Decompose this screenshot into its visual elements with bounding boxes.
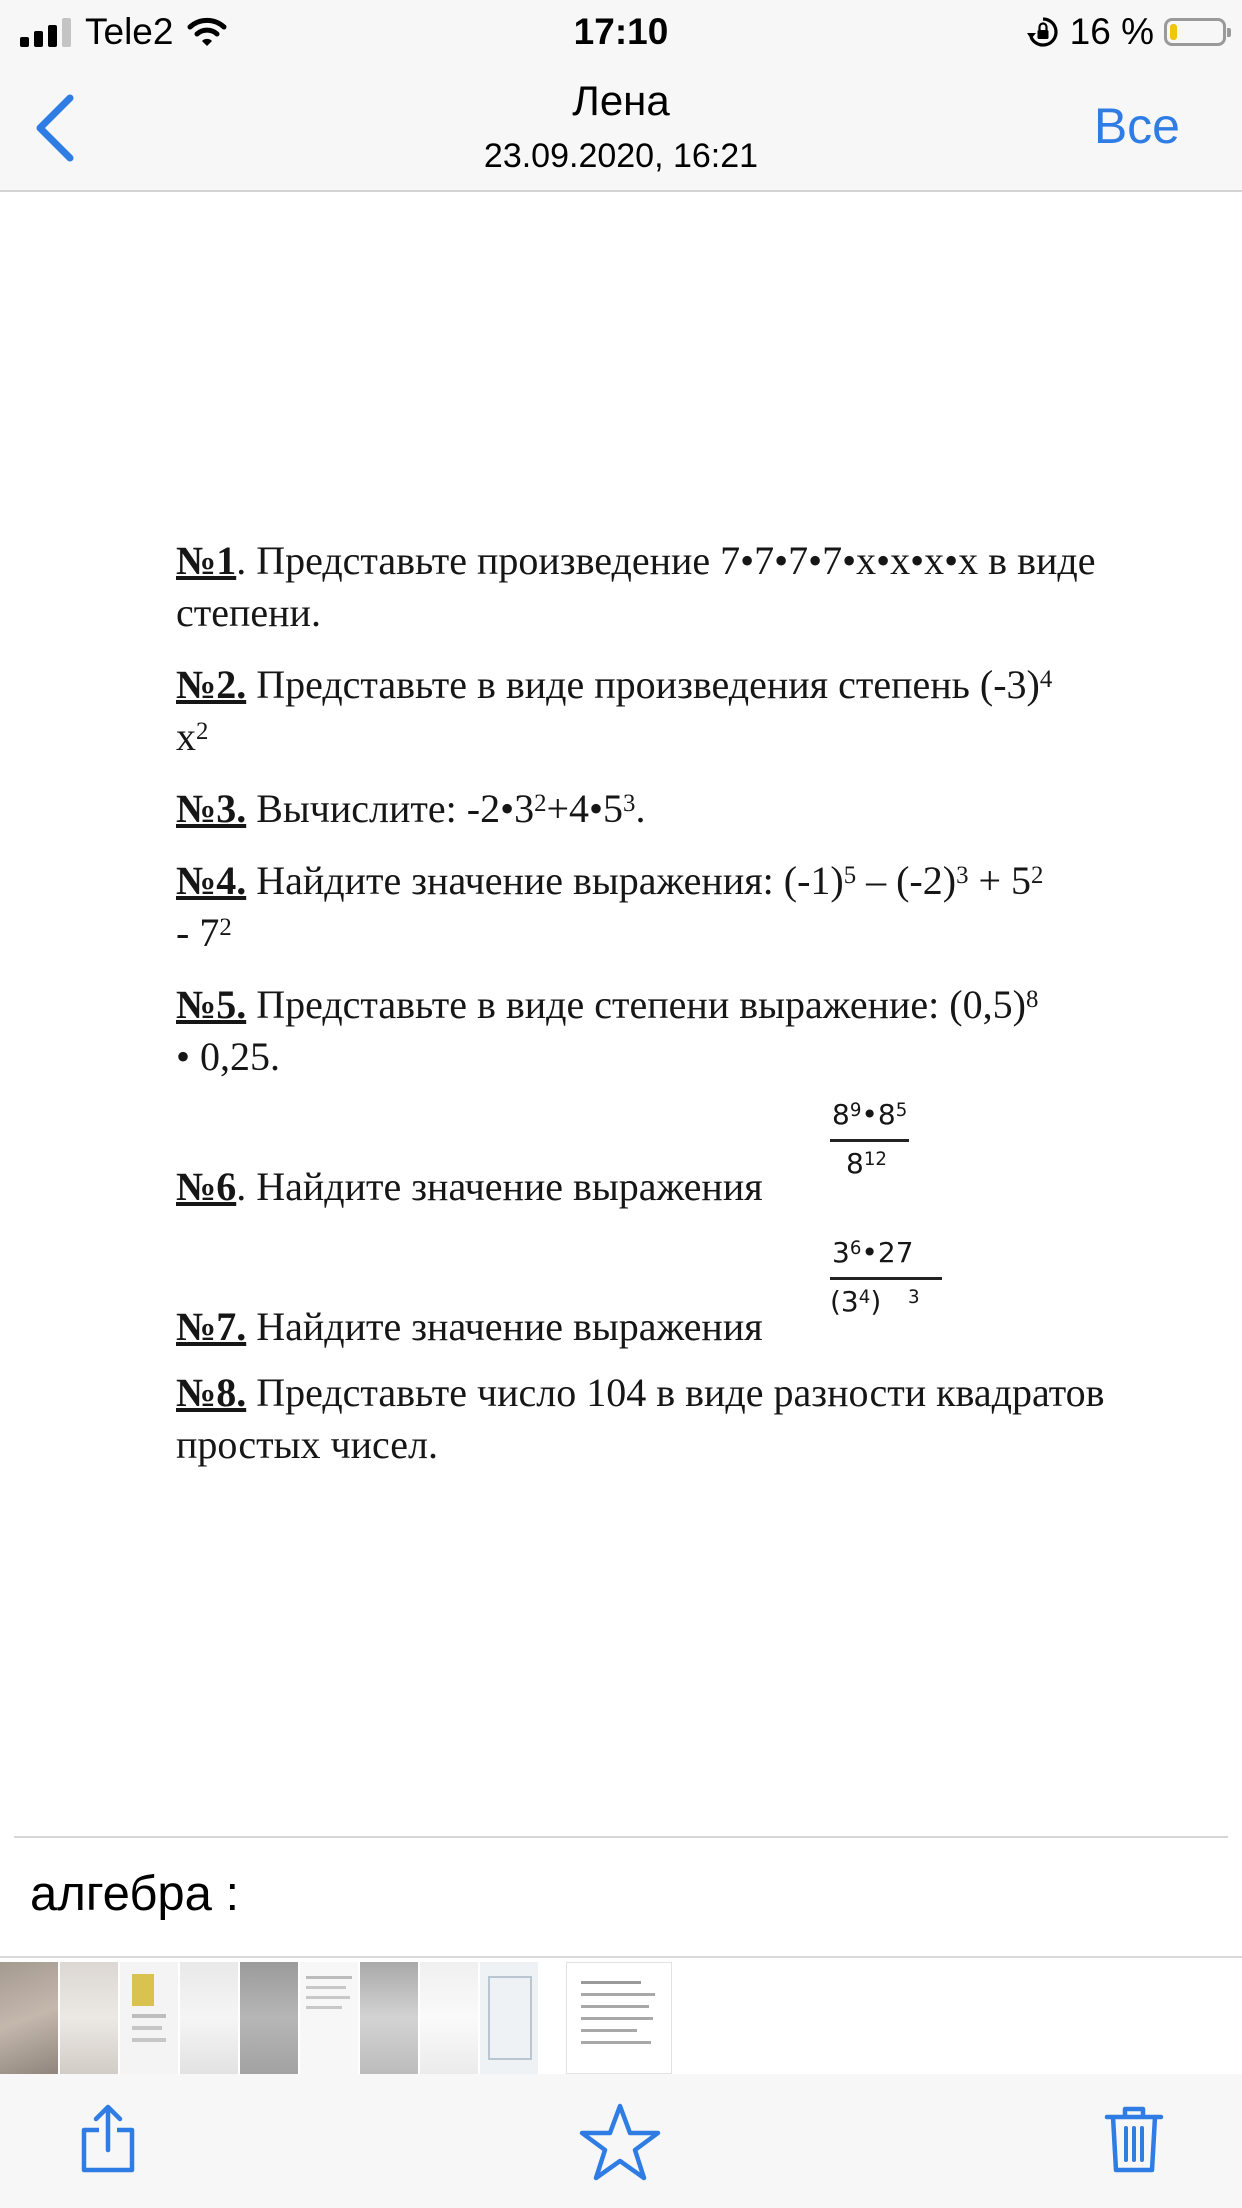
task-number: №3.	[176, 786, 247, 831]
thumbnail[interactable]	[360, 1962, 418, 2074]
task-text: - 7	[176, 910, 220, 955]
exponent: 4	[1039, 665, 1053, 693]
thumbnail[interactable]	[300, 1962, 358, 2074]
thumbnail[interactable]	[240, 1962, 298, 2074]
thumbnail-strip[interactable]	[0, 1956, 1242, 2074]
fraction-denominator: $(3^4)$ $^3$	[830, 1285, 920, 1318]
task-text: – (-2)	[856, 858, 957, 903]
task-2	[176, 659, 1166, 763]
task-text: x	[176, 714, 196, 759]
task-text: • 0,25.	[176, 1034, 281, 1079]
task-text: Найдите значение выражения	[246, 1304, 763, 1349]
exponent: 3	[956, 861, 969, 889]
task-number: №7.	[176, 1304, 247, 1349]
task-number: №4.	[176, 858, 247, 903]
exponent: 2	[196, 717, 209, 745]
fraction-numerator: $3^6•27$	[830, 1235, 942, 1280]
task-text: . Найдите значение выражения	[236, 1164, 763, 1209]
task-text: Представьте число 104 в виде разности квадратов простых чисел.	[176, 1370, 1105, 1467]
thumbnail[interactable]	[60, 1962, 118, 2074]
task-3	[176, 783, 1166, 835]
task-number: №6	[176, 1164, 237, 1209]
task-text: .	[635, 786, 646, 831]
star-icon[interactable]	[578, 2102, 662, 2182]
task-4	[176, 855, 1166, 959]
bottom-toolbar	[0, 2074, 1242, 2208]
sender-name: Лена	[572, 77, 670, 124]
task-7	[176, 1223, 1166, 1363]
task-6	[176, 1083, 1166, 1223]
thumbnail[interactable]	[0, 1962, 58, 2074]
task-1	[176, 535, 1166, 639]
task-6-text	[176, 1161, 763, 1213]
status-time: 17:10	[573, 11, 669, 52]
task-number: №8.	[176, 1370, 247, 1415]
battery-percent: 16 %	[1069, 11, 1154, 52]
task-text: Представьте в виде степени выражение: (0,5)	[246, 982, 1026, 1027]
task-number: №5.	[176, 982, 247, 1027]
thumbnail[interactable]	[420, 1962, 478, 2074]
document-image	[176, 535, 1166, 1471]
task-text: +4•5	[546, 786, 624, 831]
photo-caption: алгебра :	[30, 1867, 240, 1921]
nav-bar	[0, 64, 1242, 192]
task-text: Представьте в виде произведения степень (-3)	[246, 662, 1040, 707]
battery-level	[1170, 24, 1177, 40]
fraction	[830, 1097, 909, 1182]
thumbnail[interactable]	[180, 1962, 238, 2074]
exponent: 5	[843, 861, 857, 889]
exponent: 8	[1025, 985, 1039, 1013]
share-icon[interactable]	[78, 2104, 138, 2174]
fraction-denominator: $8^{12}$	[846, 1147, 887, 1180]
exponent: 2	[534, 789, 547, 817]
thumbnail-selected[interactable]	[566, 1962, 672, 2074]
thumbnail[interactable]	[480, 1962, 538, 2074]
carrier-name: Tele2	[85, 11, 174, 52]
fraction	[830, 1235, 942, 1320]
task-text: Найдите значение выражения: (-1)	[246, 858, 844, 903]
task-8	[176, 1367, 1166, 1471]
exponent: 2	[1031, 861, 1044, 889]
orientation-lock-icon	[1026, 15, 1060, 49]
task-number: №1	[176, 538, 237, 583]
battery-icon	[1164, 18, 1226, 46]
thumbnail[interactable]	[120, 1962, 178, 2074]
task-7-text	[176, 1301, 763, 1353]
task-text: . Представьте произведение 7•7•7•7•x•x•x•x в виде степени.	[176, 538, 1096, 635]
task-text: + 5	[968, 858, 1032, 903]
exponent: 3	[623, 789, 636, 817]
caption-divider	[14, 1836, 1228, 1838]
task-5	[176, 979, 1166, 1083]
task-text: Вычислите: -2•3	[246, 786, 535, 831]
task-number: №2.	[176, 662, 247, 707]
trash-icon[interactable]	[1104, 2104, 1164, 2174]
photo-datetime: 23.09.2020, 16:21	[483, 137, 759, 175]
status-bar	[0, 0, 1242, 64]
status-right	[1026, 8, 1226, 56]
fraction-numerator: $8^9•8^5$	[830, 1097, 909, 1142]
exponent: 2	[219, 913, 232, 941]
all-button[interactable]: Все	[1093, 98, 1180, 154]
